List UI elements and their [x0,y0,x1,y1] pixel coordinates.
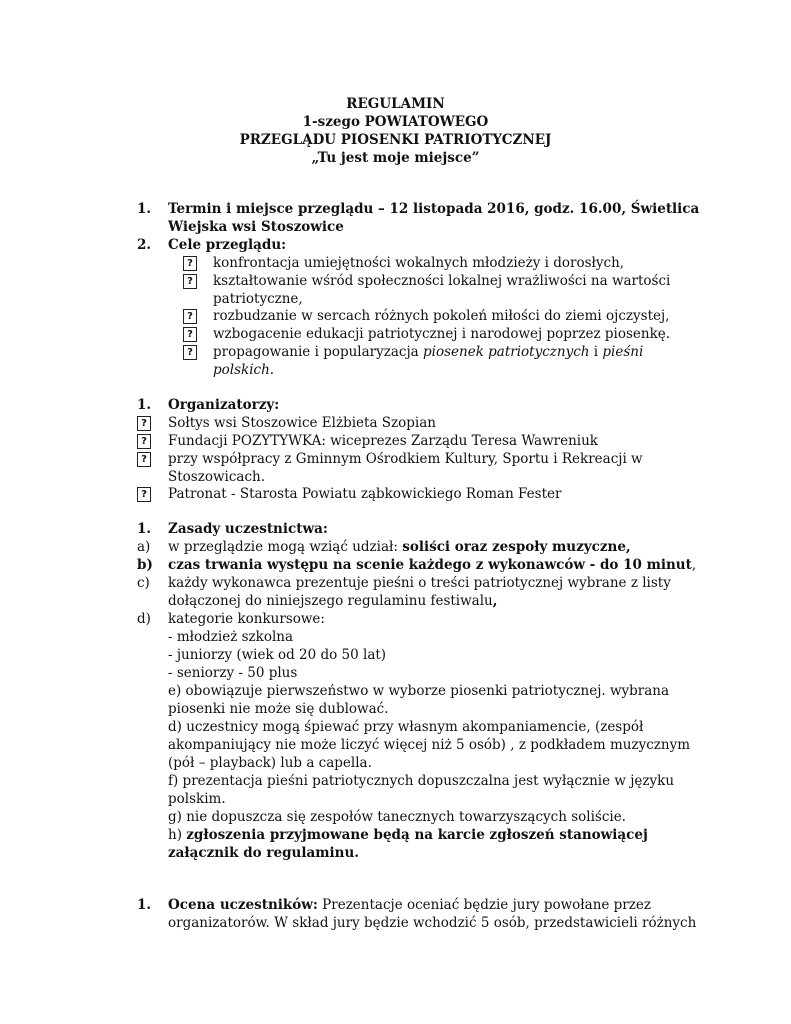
list-marker: b) [137,557,153,573]
doc-subtitle-2: PRZEGLĄDU PIOSENKI PATRIOTYCZNEJ [239,132,552,148]
bullet-missing-glyph-icon: ? [183,345,197,360]
rule-item: e) obowiązuje pierwszeństwo w wyborze piosenki patriotycznej. wybrana [168,683,670,699]
rule-text: h) [168,827,187,843]
rule-item-continued: akompaniujący nie może liczyć więcej niż 5 osób) , z podkładem muzycznym [168,737,690,753]
bullet-missing-glyph-icon: ? [183,274,197,289]
section-term-line-1: Termin i miejsce przeglądu – 12 listopada 2016, godz. 16.00, Świetlica [168,201,700,217]
section-number: 1. [137,521,152,537]
rule-item: g) nie dopuszcza się zespołów tanecznych towarzyszących soliście. [168,809,626,825]
rule-item: d) uczestnicy mogą śpiewać przy własnym akompaniamencie, (zespół [168,719,644,735]
rule-item: kategorie konkursowe: [168,611,325,627]
rule-item [168,826,648,844]
section-rules-heading: Zasady uczestnictwa: [168,521,328,537]
rule-item [168,538,631,556]
organizer-item: Patronat - Starosta Powiatu ząbkowickiego Roman Fester [168,486,562,502]
rule-text-bold: soliści oraz zespoły muzyczne, [402,539,631,555]
rule-text: , [691,557,697,573]
section-number: 1. [137,897,152,913]
section-evaluation-heading: Ocena uczestników: [168,897,318,913]
list-marker: d) [137,611,151,627]
rule-item-continued: (pół – playback) lub a capella. [168,755,372,771]
category-item: - młodzież szkolna [168,629,294,645]
rule-item-continued: piosenki nie może się dublować. [168,701,389,717]
bullet-missing-glyph-icon: ? [183,256,197,271]
list-marker: c) [137,575,150,591]
doc-subtitle-1: 1-szego POWIATOWEGO [302,114,489,130]
rule-item [168,556,696,574]
goal-text-italic: pieśni [602,344,644,360]
organizer-item: Fundacji POZYTYWKA: wiceprezes Zarządu Teresa Wawreniuk [168,433,598,449]
section-evaluation-line-2: organizatorów. W skład jury będzie wchodzić 5 osób, przedstawicieli różnych [168,915,697,931]
section-evaluation-line-1 [168,896,651,914]
goal-item [213,343,643,361]
goal-item: konfrontacja umiejętności wokalnych młodzieży i dorosłych, [213,255,625,271]
doc-title: REGULAMIN [346,96,445,112]
bullet-missing-glyph-icon: ? [137,452,151,467]
bullet-missing-glyph-icon: ? [137,416,151,431]
goal-item: wzbogacenie edukacji patriotycznej i narodowej poprzez piosenkę. [213,326,671,342]
goal-item-continued [213,361,274,379]
evaluation-text: Prezentacje oceniać będzie jury powołane przez [317,897,651,913]
goal-text: . [269,362,275,378]
category-item: - seniorzy - 50 plus [168,665,298,681]
goal-text: i [589,344,603,360]
organizer-item-continued: Stoszowicach. [168,469,265,485]
rule-item-continued: załącznik do regulaminu. [168,845,359,861]
goal-text-italic: piosenek patriotycznych [423,344,590,360]
bullet-missing-glyph-icon: ? [137,434,151,449]
rule-item: f) prezentacja pieśni patriotycznych dopuszczalna jest wyłącznie w języku [168,773,675,789]
rule-text-bold: zgłoszenia przyjmowane będą na karcie zgłoszeń stanowiącej [186,827,648,843]
rule-item-continued: polskim. [168,791,226,807]
bullet-missing-glyph-icon: ? [183,309,197,324]
section-number: 1. [137,397,152,413]
goal-text-italic: polskich [213,362,270,378]
organizer-item: przy współpracy z Gminnym Ośrodkiem Kultury, Sportu i Rekreacji w [168,451,643,467]
section-number: 2. [137,237,152,253]
rule-item-continued [168,592,497,610]
section-number: 1. [137,201,152,217]
goal-text: propagowanie i popularyzacja [213,344,423,360]
organizer-item: Sołtys wsi Stoszowice Elżbieta Szopian [168,415,436,431]
doc-motto: „Tu jest moje miejsce” [311,150,480,166]
goal-item: kształtowanie wśród społeczności lokalnej wrażliwości na wartości [213,273,671,289]
rule-text-bold: , [492,593,498,609]
goal-item-continued: patriotyczne, [213,291,303,307]
category-item: - juniorzy (wiek od 20 do 50 lat) [168,647,387,663]
rule-text: dołączonej do niniejszego regulaminu festiwalu [168,593,493,609]
rule-text: w przeglądzie mogą wziąć udział: [168,539,403,555]
list-marker: a) [137,539,151,555]
section-organizers-heading: Organizatorzy: [168,397,280,413]
bullet-missing-glyph-icon: ? [137,487,151,502]
rule-item: każdy wykonawca prezentuje pieśni o treści patriotycznej wybrane z listy [168,575,671,591]
goal-item: rozbudzanie w sercach różnych pokoleń miłości do ziemi ojczystej, [213,308,670,324]
section-term-line-2: Wiejska wsi Stoszowice [168,219,344,235]
section-goals-heading: Cele przeglądu: [168,237,287,253]
rule-text-bold: czas trwania występu na scenie każdego z wykonawców - do 10 minut [168,557,692,573]
bullet-missing-glyph-icon: ? [183,327,197,342]
